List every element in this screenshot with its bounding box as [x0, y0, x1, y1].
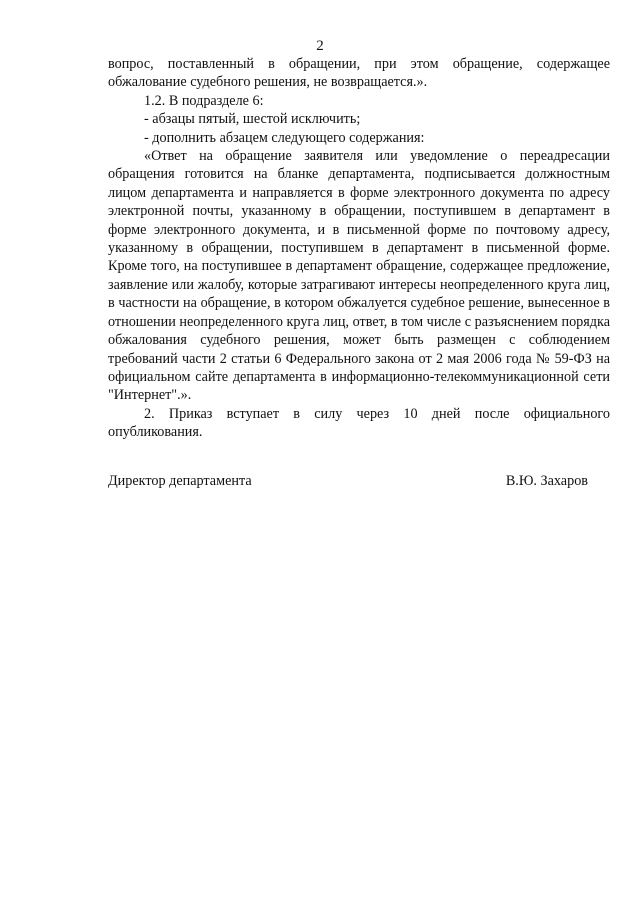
- paragraph: - дополнить абзацем следующего содержания:: [144, 129, 425, 146]
- paragraph: 1.2. В подразделе 6:: [144, 92, 264, 109]
- page-number: 2: [316, 38, 324, 54]
- paragraph: «Ответ на обращение заявителя или уведомление о переадресации обращения готовится на бланке департамента, подписывается должностным лицом департамента и направляется в форме электронного документа по адресу электронной почты, указанному в обращении, поступившем в департамент в форме электронного документа, и в письменной форме по почтовому адресу, указанному в обращении, поступившем в департамент в письменной форме. Кроме того, на поступившее в департамент обращение, содержащее предложение, заявление или жалобу, которые затрагивают интересы неопределенного круга лиц, в частности на обращение, в котором обжалуется судебное решение, вынесенное в отношении неопределенного круга лиц, ответ, в том числе с разъяснением порядка обжалования судебного решения, может быть размещен с соблюдением требований части 2 статьи 6 Федерального закона от 2 мая 2006 года № 59-ФЗ на официальном сайте департамента в информационно-телекоммуникационной сети "Интернет".».: [108, 148, 610, 404]
- signatory-name: В.Ю. Захаров: [505, 473, 588, 489]
- paragraph: - абзацы пятый, шестой исключить;: [144, 111, 361, 128]
- paragraph: вопрос, поставленный в обращении, при этом обращение, содержащее обжалование судебного решения, не возвращается.».: [108, 56, 610, 91]
- paragraph: 2. Приказ вступает в силу через 10 дней после официального опубликования.: [108, 405, 610, 441]
- document-body: [108, 55, 610, 442]
- signatory-position: Директор департамента: [108, 473, 252, 489]
